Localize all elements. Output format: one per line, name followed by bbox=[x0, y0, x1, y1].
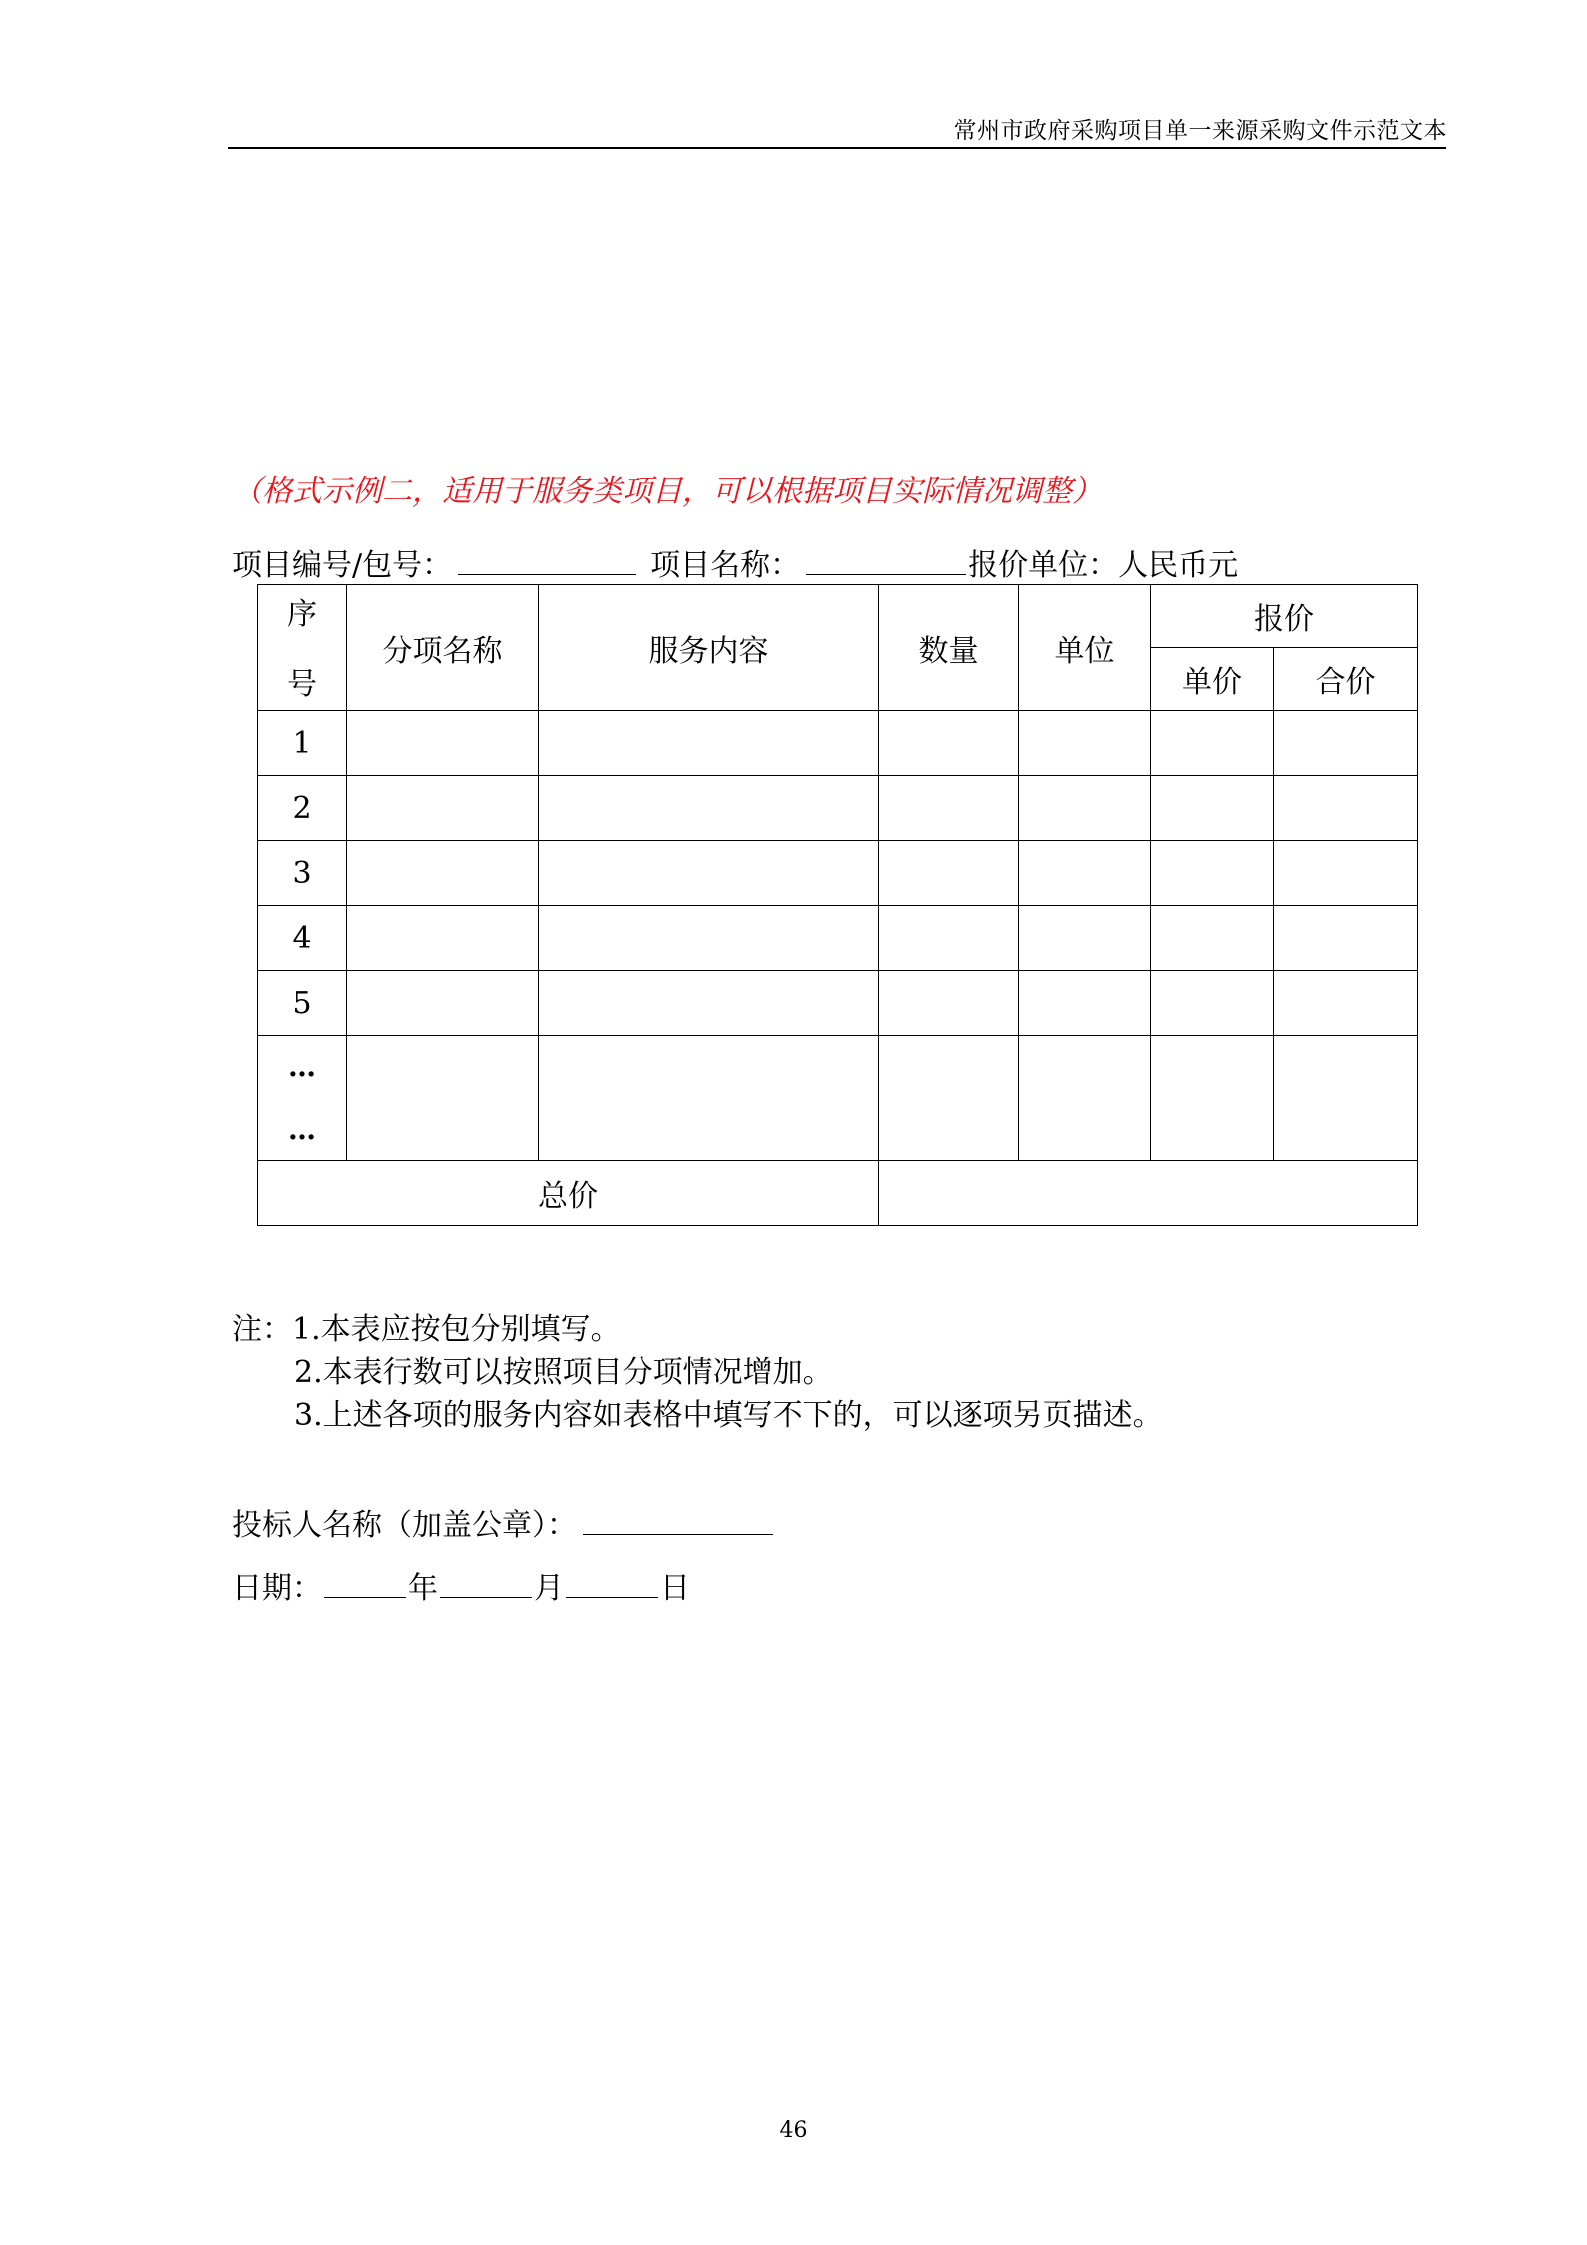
notes-block bbox=[232, 1308, 1163, 1437]
total-value-cell[interactable] bbox=[879, 1161, 1418, 1226]
table-row bbox=[258, 971, 1418, 1036]
date-label: 日期： bbox=[232, 1571, 322, 1606]
cell-item-name[interactable] bbox=[347, 711, 539, 776]
cell-unit-price[interactable] bbox=[1151, 1036, 1274, 1161]
cell-total-price[interactable] bbox=[1274, 971, 1418, 1036]
cell-service[interactable] bbox=[539, 971, 879, 1036]
row-seq: 2 bbox=[258, 776, 347, 841]
day-label: 日 bbox=[660, 1571, 690, 1606]
cell-unit-price[interactable] bbox=[1151, 971, 1274, 1036]
header-quantity: 数量 bbox=[879, 585, 1019, 711]
row-seq: 5 bbox=[258, 971, 347, 1036]
cell-service[interactable] bbox=[539, 841, 879, 906]
page-number: 46 bbox=[779, 2118, 808, 2143]
header-title: 常州市政府采购项目单一来源采购文件示范文本 bbox=[953, 118, 1447, 144]
cell-quantity[interactable] bbox=[879, 906, 1019, 971]
cell-quantity[interactable] bbox=[879, 711, 1019, 776]
header-divider bbox=[228, 147, 1446, 149]
header-seq-bottom: 号 bbox=[287, 666, 317, 702]
cell-total-price[interactable] bbox=[1274, 711, 1418, 776]
cell-total-price[interactable] bbox=[1274, 906, 1418, 971]
cell-service[interactable] bbox=[539, 906, 879, 971]
format-note: （格式示例二，适用于服务类项目，可以根据项目实际情况调整） bbox=[232, 474, 1102, 509]
cell-unit-price[interactable] bbox=[1151, 711, 1274, 776]
note-item bbox=[232, 1394, 1163, 1437]
cell-item-name[interactable] bbox=[347, 776, 539, 841]
header-unit-price: 单价 bbox=[1151, 648, 1274, 711]
project-no-label: 项目编号/包号： bbox=[232, 548, 453, 583]
project-name-label: 项目名称： bbox=[650, 548, 801, 583]
cell-service[interactable] bbox=[539, 711, 879, 776]
cell-item-name[interactable] bbox=[347, 971, 539, 1036]
currency-label: 报价单位：人民币元 bbox=[968, 548, 1239, 583]
note-item bbox=[232, 1308, 1163, 1351]
quote-table bbox=[257, 584, 1418, 1226]
row-seq: 1 bbox=[258, 711, 347, 776]
bidder-name-blank[interactable] bbox=[583, 1508, 773, 1535]
header-quote: 报价 bbox=[1151, 585, 1418, 648]
cell-item-name[interactable] bbox=[347, 841, 539, 906]
table-row bbox=[258, 711, 1418, 776]
table-total-row bbox=[258, 1161, 1418, 1226]
ellipsis-mark: … bbox=[288, 1113, 316, 1146]
table-row bbox=[258, 841, 1418, 906]
header-seq-top: 序 bbox=[287, 596, 317, 632]
cell-unit[interactable] bbox=[1019, 906, 1151, 971]
note-text: 2.本表行数可以按照项目分项情况增加。 bbox=[294, 1355, 833, 1390]
project-no-blank bbox=[458, 548, 636, 575]
note-item bbox=[232, 1351, 1163, 1394]
table-row bbox=[258, 906, 1418, 971]
year-blank[interactable] bbox=[324, 1571, 406, 1598]
cell-total-price[interactable] bbox=[1274, 841, 1418, 906]
project-name-blank bbox=[806, 548, 966, 575]
header-service: 服务内容 bbox=[539, 585, 879, 711]
cell-item-name[interactable] bbox=[347, 1036, 539, 1161]
cell-unit[interactable] bbox=[1019, 1036, 1151, 1161]
cell-unit-price[interactable] bbox=[1151, 841, 1274, 906]
row-seq: 4 bbox=[258, 906, 347, 971]
cell-service[interactable] bbox=[539, 776, 879, 841]
table-row-ellipsis bbox=[258, 1036, 1418, 1161]
header-total-price: 合价 bbox=[1274, 648, 1418, 711]
month-blank[interactable] bbox=[440, 1571, 532, 1598]
date-line bbox=[232, 1563, 690, 1607]
note-text: 3.上述各项的服务内容如表格中填写不下的，可以逐项另页描述。 bbox=[294, 1398, 1163, 1433]
cell-quantity[interactable] bbox=[879, 776, 1019, 841]
cell-unit-price[interactable] bbox=[1151, 776, 1274, 841]
cell-unit[interactable] bbox=[1019, 841, 1151, 906]
header-item-name: 分项名称 bbox=[347, 585, 539, 711]
notes-prefix: 注： bbox=[232, 1312, 292, 1347]
day-blank[interactable] bbox=[566, 1571, 658, 1598]
cell-quantity[interactable] bbox=[879, 841, 1019, 906]
cell-unit[interactable] bbox=[1019, 971, 1151, 1036]
row-seq-ellipsis bbox=[258, 1036, 347, 1161]
header-unit: 单位 bbox=[1019, 585, 1151, 711]
table-header-row bbox=[258, 585, 1418, 648]
cell-unit[interactable] bbox=[1019, 776, 1151, 841]
cell-quantity[interactable] bbox=[879, 1036, 1019, 1161]
ellipsis-mark: … bbox=[288, 1050, 316, 1083]
cell-unit[interactable] bbox=[1019, 711, 1151, 776]
bidder-label: 投标人名称（加盖公章）： bbox=[232, 1508, 577, 1543]
cell-unit-price[interactable] bbox=[1151, 906, 1274, 971]
row-seq: 3 bbox=[258, 841, 347, 906]
total-label: 总价 bbox=[258, 1161, 879, 1226]
cell-service[interactable] bbox=[539, 1036, 879, 1161]
cell-total-price[interactable] bbox=[1274, 1036, 1418, 1161]
month-label: 月 bbox=[534, 1571, 564, 1606]
bidder-line bbox=[232, 1500, 773, 1544]
cell-quantity[interactable] bbox=[879, 971, 1019, 1036]
cell-item-name[interactable] bbox=[347, 906, 539, 971]
table-row bbox=[258, 776, 1418, 841]
cell-total-price[interactable] bbox=[1274, 776, 1418, 841]
year-label: 年 bbox=[408, 1571, 438, 1606]
project-meta-line bbox=[232, 540, 1238, 584]
header-seq bbox=[258, 585, 347, 711]
note-text: 1.本表应按包分别填写。 bbox=[292, 1312, 621, 1347]
